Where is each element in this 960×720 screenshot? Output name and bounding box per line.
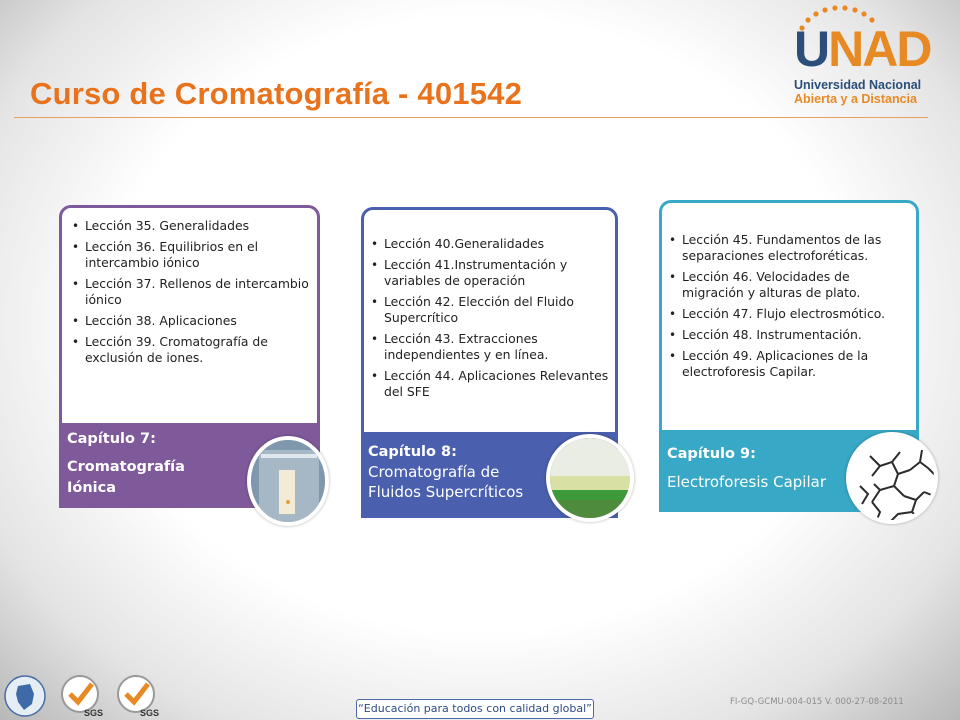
lesson-item: • Lección 36. Equilibrios en el intercambio iónico [72, 239, 312, 271]
lesson-item: • Lección 38. Aplicaciones [72, 313, 312, 329]
lesson-item: • Lección 47. Flujo electrosmótico. [669, 306, 915, 322]
lesson-item: • Lección 48. Instrumentación. [669, 327, 915, 343]
lesson-item: • Lección 46. Velocidades de migración y alturas de plato. [669, 269, 915, 301]
logo-wordmark: UNAD [794, 21, 931, 77]
chapter-8-title: Cromatografía de Fluidos Supercríticos [368, 463, 524, 501]
beaker-photo [247, 436, 329, 526]
unad-logo [790, 4, 936, 104]
lesson-item: • Lección 45. Fundamentos de las separaciones electroforéticas. [669, 232, 915, 264]
lesson-item: • Lección 42. Elección del Fluido Supercrítico [371, 294, 611, 326]
sfe-image [550, 438, 634, 522]
lesson-item: • Lección 37. Rellenos de intercambio iónico [72, 276, 312, 308]
chapter-9-label: Capítulo 9: [667, 446, 756, 462]
beaker-image [251, 440, 329, 526]
footer-slogan: “Educación para todos con calidad global” [356, 699, 594, 719]
chapter-7-title: Cromatografía Iónica [67, 459, 185, 496]
chapter-9-lesson-list [669, 232, 915, 385]
branching-structure-image [850, 436, 938, 524]
document-reference: FI-GQ-GCMU-004-015 V. 000-27-08-2011 [730, 697, 904, 707]
chapter-7-label: Capítulo 7: [67, 431, 156, 447]
chapter-8-lesson-list [371, 236, 611, 405]
title-divider [14, 117, 928, 118]
lesson-item: • Lección 49. Aplicaciones de la electroforesis Capilar. [669, 348, 915, 380]
lesson-item: • Lección 41.Instrumentación y variables de operación [371, 257, 611, 289]
sgs-label-2: SGS [140, 708, 160, 718]
page-title: Curso de Cromatografía - 401542 [30, 76, 523, 111]
lesson-item: • Lección 35. Generalidades [72, 218, 312, 234]
lesson-item: • Lección 44. Aplicaciones Relevantes del SFE [371, 368, 611, 400]
sfe-photo [546, 434, 634, 522]
chapter-9-card [659, 200, 919, 435]
sgs-label: SGS [84, 708, 104, 718]
colombia-map-seal-icon [2, 672, 50, 720]
chapter-9-title: Electroforesis Capilar [667, 473, 826, 491]
logo-university-name: Universidad Nacional [794, 78, 922, 92]
capillary-diagram [846, 432, 938, 524]
chapter-8-card [361, 207, 618, 437]
chapter-8-label: Capítulo 8: [368, 444, 457, 460]
logo-university-subtitle: Abierta y a Distancia [794, 92, 917, 106]
chapter-7-lesson-list [72, 218, 312, 371]
lesson-item: • Lección 40.Generalidades [371, 236, 611, 252]
lesson-item: • Lección 39. Cromatografía de exclusión de iones. [72, 334, 312, 366]
lesson-item: • Lección 43. Extracciones independientes y en línea. [371, 331, 611, 363]
